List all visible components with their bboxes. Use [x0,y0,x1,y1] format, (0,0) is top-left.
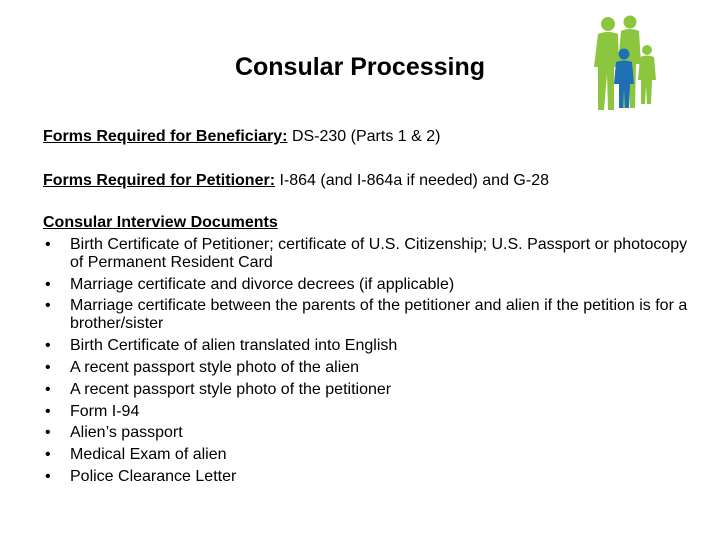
interview-documents-list [43,236,693,486]
bullet-icon: • [45,467,51,485]
bullet-icon: • [45,446,51,464]
list-item [43,403,693,421]
list-item-text: Police Clearance Letter [70,467,237,485]
child-right-figure [638,45,656,104]
interview-documents-heading: Consular Interview Documents [43,214,278,231]
list-item [43,446,693,464]
list-item-text: Birth Certificate of Petitioner; certificate of U.S. Citizenship; U.S. Passport or photocopy of Permanent Resident Card [70,235,688,271]
bullet-icon: • [45,402,51,420]
list-item-text: Form I-94 [70,402,140,420]
bullet-icon: • [45,337,51,355]
list-item [43,276,693,294]
list-item-text: A recent passport style photo of the alien [70,358,360,376]
list-item [43,359,693,377]
petitioner-forms-line [43,171,549,191]
list-item-text: Alien’s passport [70,424,183,442]
list-item [43,381,693,399]
list-item [43,297,693,333]
beneficiary-forms-line [43,127,440,147]
slide-title: Consular Processing [234,53,486,81]
petitioner-forms-heading: Forms Required for Petitioner: [43,172,276,189]
list-item [43,424,693,442]
bullet-icon: • [45,275,51,293]
beneficiary-forms-text: DS-230 (Parts 1 & 2) [287,128,441,145]
bullet-icon: • [45,297,51,315]
bullet-icon: • [45,358,51,376]
list-item-text: Marriage certificate and divorce decrees (if applicable) [70,275,455,293]
adult-left-figure [594,17,619,110]
list-item-text: A recent passport style photo of the petitioner [70,380,392,398]
bullet-icon: • [45,380,51,398]
list-item [43,236,693,272]
petitioner-forms-text: I-864 (and I-864a if needed) and G-28 [275,172,549,189]
list-item [43,337,693,355]
list-item-text: Marriage certificate between the parents of the petitioner and alien if the petition is for a brother/sister [70,297,688,333]
beneficiary-forms-heading: Forms Required for Beneficiary: [43,128,288,145]
bullet-icon: • [45,235,51,253]
bullet-icon: • [45,424,51,442]
list-item-text: Birth Certificate of alien translated into English [70,337,398,355]
family-silhouette-icon [584,12,658,112]
list-item [43,468,693,486]
interview-documents-section [43,214,693,486]
list-item-text: Medical Exam of alien [70,446,227,464]
